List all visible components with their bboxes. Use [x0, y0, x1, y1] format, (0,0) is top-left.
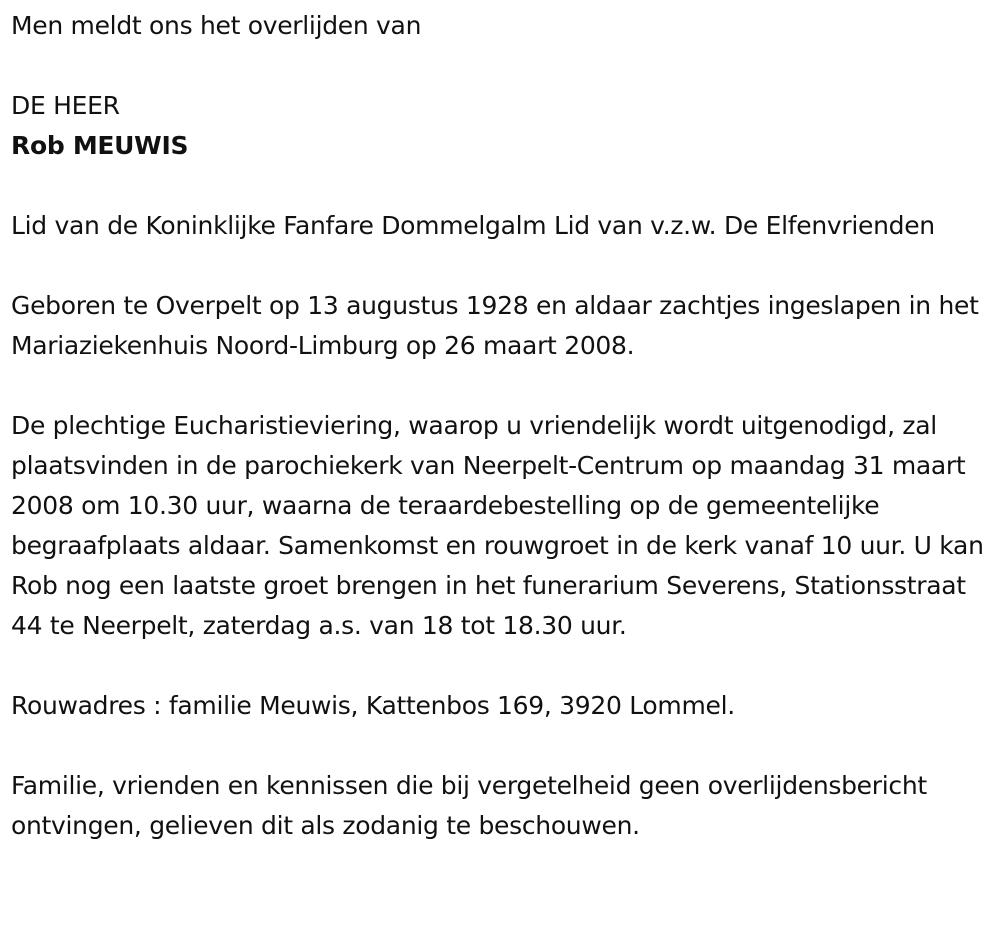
spacer: [11, 646, 986, 686]
honorific-text: DE HEER: [11, 91, 120, 120]
spacer: [11, 166, 986, 206]
spacer: [11, 246, 986, 286]
intro-text: Men meldt ons het overlijden van: [11, 11, 422, 40]
spacer: [11, 46, 986, 86]
deceased-name: Rob MEUWIS: [11, 131, 189, 160]
spacer: [11, 726, 986, 766]
membership-text: Lid van de Koninklijke Fanfare Dommelgalm Lid van v.z.w. De Elfenvrienden: [11, 211, 935, 240]
ceremony-text: De plechtige Eucharistieviering, waarop u vriendelijk wordt uitgenodigd, zal plaatsvinden in de parochiekerk van Neerpelt-Centrum op maandag 31 maart 2008 om 10.30 uur, waarna de teraardebestelling op de gemeentelijke begraafplaats aldaar. Samenkomst en rouwgroet in de kerk vanaf 10 uur. U kan Rob nog een laatste groet brengen in het funerarium Severens, Stationsstraat 44 te Neerpelt, zaterdag a.s. van 18 tot 18.30 uur.: [11, 411, 984, 640]
spacer: [11, 366, 986, 406]
closing-text: Familie, vrienden en kennissen die bij vergetelheid geen overlijdensbericht ontvingen, gelieven dit als zodanig te beschouwen.: [11, 771, 927, 840]
obituary-notice: [11, 6, 986, 846]
birth-death-text: Geboren te Overpelt op 13 augustus 1928 en aldaar zachtjes ingeslapen in het Mariaziekenhuis Noord-Limburg op 26 maart 2008.: [11, 291, 979, 360]
mourning-address-text: Rouwadres : familie Meuwis, Kattenbos 169, 3920 Lommel.: [11, 691, 735, 720]
